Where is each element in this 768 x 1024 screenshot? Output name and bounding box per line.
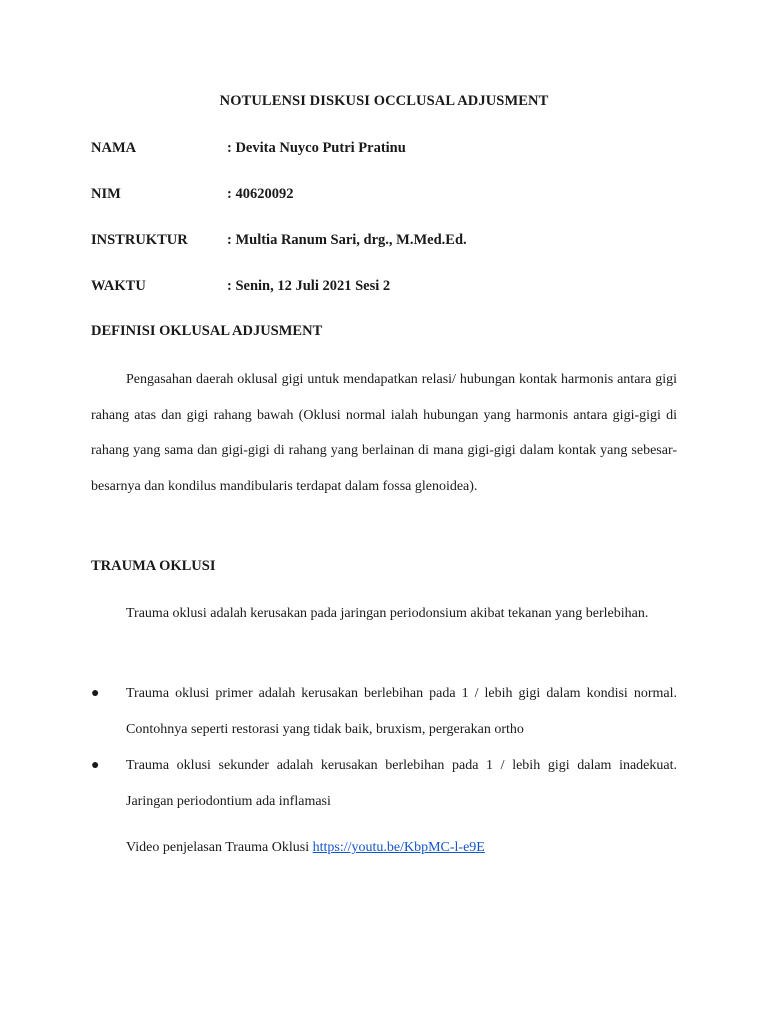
trauma-heading: TRAUMA OKLUSI [91,558,216,574]
document-title: NOTULENSI DISKUSI OCCLUSAL ADJUSMENT [219,93,549,109]
bullet-text: Trauma oklusi primer adalah kerusakan berlebihan pada 1 / lebih gigi dalam kondisi normal. Contohnya seperti restorasi yang tidak baik, bruxism, pergerakan ortho [126,686,677,737]
video-line [126,840,485,856]
nama-label: NAMA [91,140,137,156]
definisi-heading: DEFINISI OKLUSAL ADJUSMENT [91,323,323,339]
bullet-icon: ● [91,686,100,701]
waktu-label: WAKTU [91,278,146,294]
bullet-text: Trauma oklusi sekunder adalah kerusakan berlebihan pada 1 / lebih gigi dalam inadekuat. Jaringan periodontium ada inflamasi [126,758,677,809]
video-label: Video penjelasan Trauma Oklusi [126,840,310,855]
instruktur-value: : Multia Ranum Sari, drg., M.Med.Ed. [227,232,467,248]
trauma-paragraph: Trauma oklusi adalah kerusakan pada jaringan periodonsium akibat tekanan yang berlebihan. [126,606,649,621]
nama-value: : Devita Nuyco Putri Pratinu [227,140,406,156]
list-item [91,676,677,747]
info-row-nama [91,140,406,157]
nim-value: : 40620092 [227,186,294,202]
waktu-value: : Senin, 12 Juli 2021 Sesi 2 [227,278,391,294]
definisi-paragraph: Pengasahan daerah oklusal gigi untuk mendapatkan relasi/ hubungan kontak harmonis antara gigi rahang atas dan gigi rahang bawah (Oklusi normal ialah hubungan yang harmonis antara gigi-gigi di rahang yang sama dan gigi-gigi di rahang yang berlainan di mana gigi-gigi dalam kontak yang sebesar-besarnya dan kondilus mandibularis terdapat dalam fossa glenoidea). [91,372,677,494]
instruktur-label: INSTRUKTUR [91,232,188,248]
info-row-nim [91,186,293,203]
info-row-instruktur [91,232,467,249]
nim-label: NIM [91,186,121,202]
video-link[interactable]: https://youtu.be/KbpMC-l-e9E [312,840,485,855]
bullet-icon: ● [91,758,100,773]
list-item [91,748,677,819]
info-row-waktu [91,278,390,295]
